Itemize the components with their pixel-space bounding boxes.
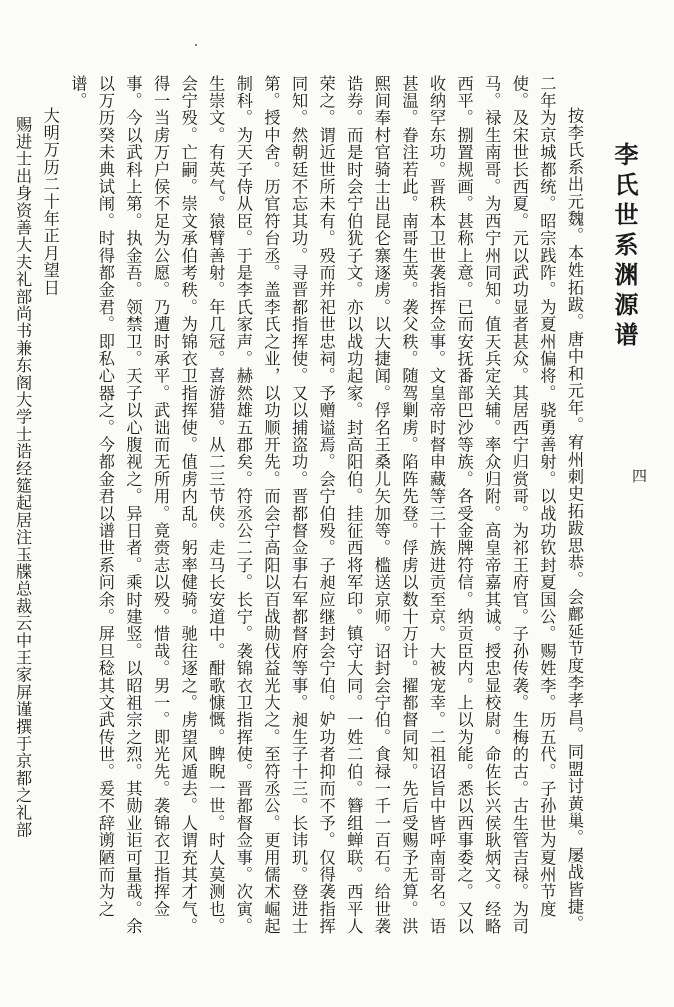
date-line: 大明万历二十年正月望日 (40, 107, 60, 297)
ink-speck (195, 44, 197, 46)
page-number: 四 (630, 468, 648, 483)
body-text (13, 75, 588, 935)
page-title: 李氏世系渊源谱 (610, 142, 639, 352)
signature-line: 赐进士出身资善大夫礼部尚书兼东阁大学士诰经筵起居注玉牒总裁云中王家屏谨撰于京都之礼部 (13, 115, 33, 838)
paragraph: 按李氏系出元魏。本姓拓跋。唐中和元年。宥州刺史拓跋思恭。会鄜延节度李孝昌。同盟讨黄巢。屡战皆捷。二年为京城都统。昭宗践阼。为夏州偏将。骁勇善射。以战功钦封夏国公。赐姓李。历五代。子孙世为夏州节度使。及宋世长西夏。元以武功显者甚众。其居西宁归赏哥。为祁王府官。子孙传袭。生梅的古。古生管吉禄。为司马。禄生南哥。为西宁州同知。值天兵定关辅。率众归附。高皇帝嘉其诚。授忠显校尉。命佐长兴侯耿炳文。经略西平。捌置规画。甚称上意。已而安抚番部巴沙等族。各受金牌符信。纳贡臣内。上以为能。悉以西事委之。又以收纳罕东功。晋秩本卫世袭指挥佥事。文皇帝时督申藏等三十族进贡至京。大被宠幸。二祖诏旨中皆呼南哥名。语甚温。眷注若此。南哥生英。袭父秩。随驾剿虏。陷阵先登。俘虏以数十万计。擢都督同知。先后受赐予无算。洪熙间奉村官骑士出昆仑寨逐虏。以大捷闻。俘名王桑儿矢加等。槛送京师。诏封会宁伯。食禄一千一百石。给世袭诰券。而是时会宁伯犹子文。亦以战功起家。封高阳伯。挂征西将军印。镇守大同。一姓二伯。簪组蝉联。西平人荣之。谓近世所未有。殁而并祀世忠祠。予赠谥焉。会宁伯殁。子昶应继封会宁伯。妒功者抑而不予。仅得袭指挥同知。然朝廷不忘其功。寻晋都指挥使。又以捕盗功。晋都督佥事右军都督府等事。昶生子十三。长讳玑。登进士第。授中舍。历官符台丞。盖李氏之业，以功顺开先。而会宁高阳以百战勋伐益光大之。至符丞公。更用儒术崛起制科。为天子侍从臣。于是李氏家声。赫然雄五郡矣。符丞公二子。长宁。袭锦衣卫指挥使。晋都督佥事。次寅。生崇文。有英气。猿臂善射。年几冠。喜游猎。从二三节侠。走马长安道中。酣歌慷慨。睥睨一世。时人莫测也。会宁殁。亡嗣。崇文承伯考秩。为锦衣卫指挥使。值虏内乱。躬率健骑。驰往逐之。虏望风遁去。人谓充其才气。得一当虏万户侯不足为公愿。乃遭时承平。武诎而无所用。竟赍志以殁。惜哉。男一。即光先。袭锦衣卫指挥佥事。今以武科上第。执金吾。领禁卫。天子以心腹视之。异日者。乘时建竖。以昭祖宗之烈。其勋业讵可量哉。余以万历癸未典试闱。时得都金君。即私心器之。今都金君以谱世系问余。屏旦稔其文武传世。爰不辞谫陋而为之谱。 (68, 75, 584, 935)
